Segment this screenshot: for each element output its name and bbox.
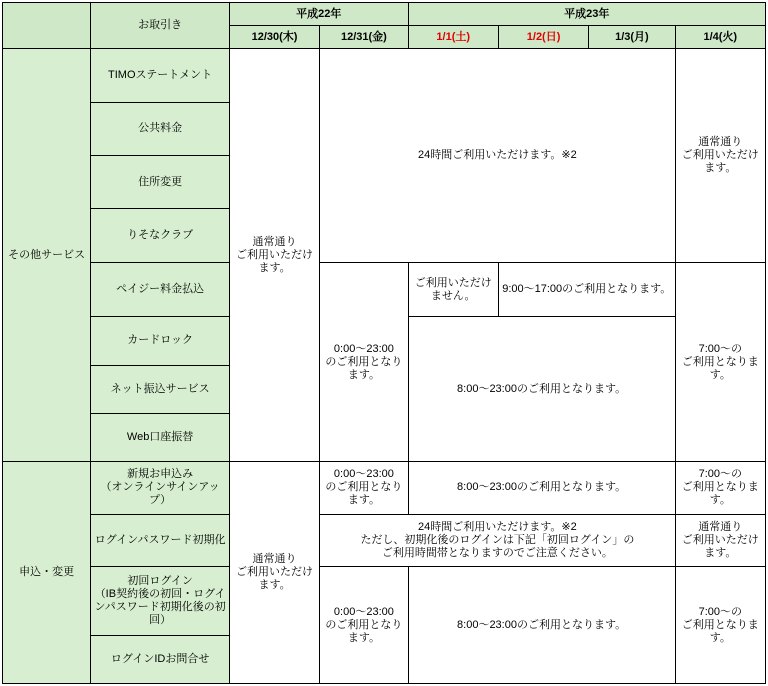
- cell-1230-other-as-usual: 通常通り ご利用いただけます。: [229, 49, 319, 462]
- header-era-h23: 平成23年: [408, 3, 765, 26]
- service-resona-club: りそなクラブ: [91, 209, 230, 262]
- cell-0104-password-as-usual: 通常通り ご利用いただけます。: [675, 514, 765, 566]
- service-login-id-inquiry: ログインIDお問合せ: [91, 635, 230, 683]
- header-date-1231: 12/31(金): [320, 26, 408, 49]
- header-date-0104: 1/4(火): [675, 26, 765, 49]
- cell-other-hours-8-23: 8:00～23:00のご利用となります。: [408, 317, 675, 462]
- cell-password-reset-note: 24時間ご利用いただけます。※2 ただし、初期化後のログインは下記「初回ログイン」の ご利用時間帯となりますのでご注意ください。: [320, 514, 675, 566]
- group-other-services: その他サービス: [3, 49, 91, 462]
- service-card-lock: カードロック: [91, 317, 230, 365]
- cell-1231-new-app-hours-0-23: 0:00～23:00 のご利用となります。: [320, 462, 408, 514]
- header-date-0102: 1/2(日): [498, 26, 588, 49]
- service-utility-bills: 公共料金: [91, 102, 230, 155]
- cell-1231-hours-0-23: 0:00～23:00 のご利用となります。: [320, 262, 408, 461]
- header-date-0103: 1/3(月): [589, 26, 675, 49]
- cell-0104-from-7: 7:00～の ご利用となります。: [675, 262, 765, 461]
- header-blank-cell: [3, 3, 91, 49]
- cell-0104-other-as-usual: 通常通り ご利用いただけます。: [675, 49, 765, 263]
- service-new-application: 新規お申込み （オンラインサインアップ）: [91, 462, 230, 514]
- cell-0104-login-from-7: 7:00～の ご利用となります。: [675, 567, 765, 684]
- service-timo-statement: TIMOステートメント: [91, 49, 230, 102]
- service-password-reset: ログインパスワード初期化: [91, 514, 230, 566]
- holiday-service-schedule-table: [2, 2, 766, 684]
- service-first-login: 初回ログイン （IB契約後の初回・ログインパスワード初期化後の初回）: [91, 567, 230, 636]
- header-date-0101: 1/1(土): [408, 26, 498, 49]
- service-address-change: 住所変更: [91, 156, 230, 209]
- cell-0104-new-app-from-7: 7:00～の ご利用となります。: [675, 462, 765, 514]
- header-transactions: お取引き: [91, 3, 230, 49]
- cell-other-24h: 24時間ご利用いただけます。※2: [320, 49, 675, 263]
- header-date-1230: 12/30(木): [229, 26, 319, 49]
- service-web-debit: Web口座振替: [91, 413, 230, 461]
- cell-login-hours-8-23: 8:00～23:00のご利用となります。: [408, 567, 675, 684]
- cell-new-app-hours-8-23: 8:00～23:00のご利用となります。: [408, 462, 675, 514]
- cell-0101-not-available: ご利用いただけません。: [408, 262, 498, 316]
- cell-1231-login-hours-0-23: 0:00～23:00 のご利用となります。: [320, 567, 408, 684]
- cell-1230-app-as-usual: 通常通り ご利用いただけます。: [229, 462, 319, 684]
- header-era-h22: 平成22年: [229, 3, 408, 26]
- service-net-transfer: ネット振込サービス: [91, 365, 230, 413]
- service-pay-easy: ペイジー料金払込: [91, 262, 230, 316]
- group-application-change: 申込・変更: [3, 462, 91, 684]
- cell-pay-easy-hours-9-17: 9:00～17:00のご利用となります。: [498, 262, 675, 316]
